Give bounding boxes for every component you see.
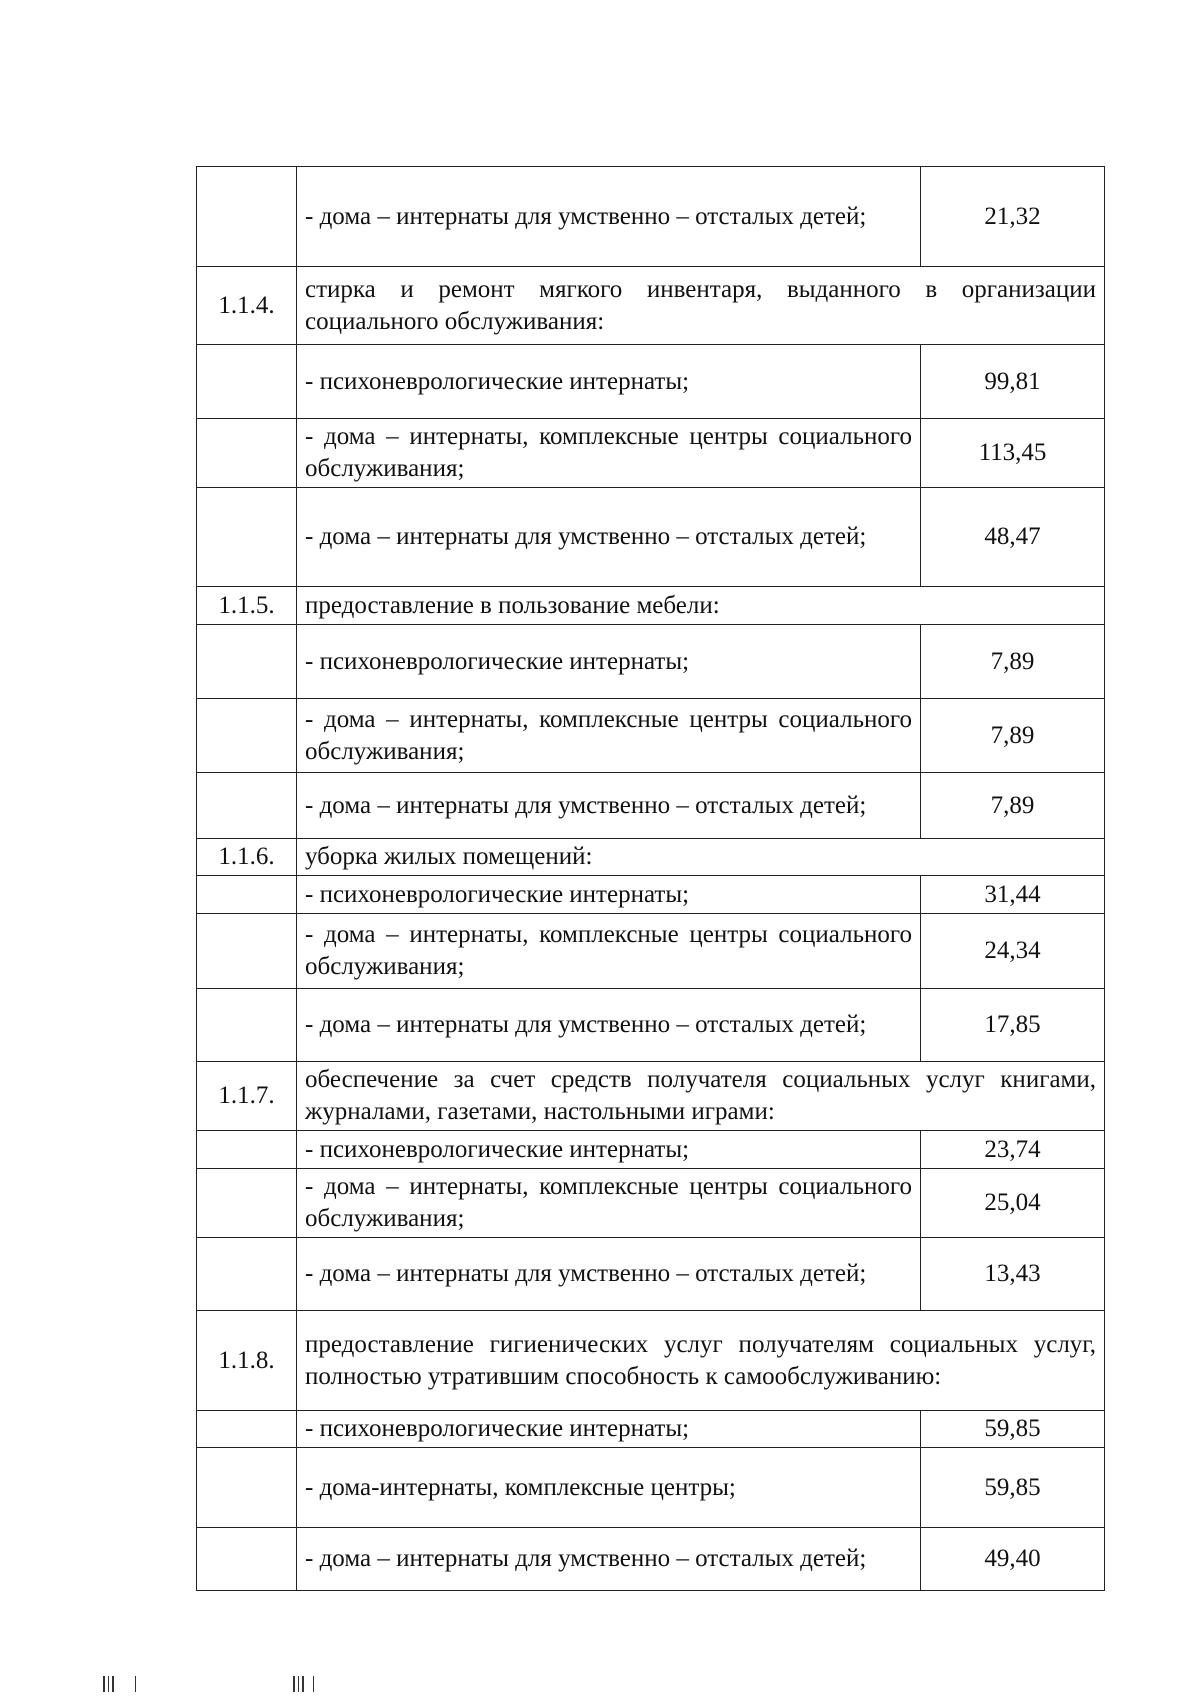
- section-row: [197, 839, 1105, 876]
- row-number-cell: [197, 876, 297, 914]
- tariff-value-cell: 13,43: [921, 1238, 1105, 1311]
- section-heading: обеспечение за счет средств получателя социальных услуг книгами, журналами, газетами, настольными играми:: [297, 1062, 1105, 1131]
- scan-artifact-marks-2: [293, 1676, 317, 1692]
- table-row: [197, 419, 1105, 488]
- row-number-cell: [197, 488, 297, 587]
- section-row: [197, 267, 1105, 345]
- row-number-cell: [197, 1411, 297, 1448]
- tariff-value-cell: 48,47: [921, 488, 1105, 587]
- section-heading: стирка и ремонт мягкого инвентаря, выданного в организации социального обслуживания:: [297, 267, 1105, 345]
- facility-type-cell: - дома-интернаты, комплексные центры;: [297, 1448, 921, 1528]
- table-row: [197, 914, 1105, 989]
- tariff-value-cell: 7,89: [921, 773, 1105, 839]
- section-number: 1.1.5.: [197, 587, 297, 625]
- tariff-table-body: [197, 167, 1105, 1591]
- row-number-cell: [197, 625, 297, 699]
- table-row: [197, 699, 1105, 773]
- tariff-value-cell: 17,85: [921, 989, 1105, 1062]
- row-number-cell: [197, 419, 297, 488]
- tariff-value-cell: 24,34: [921, 914, 1105, 989]
- facility-type-cell: - психоневрологические интернаты;: [297, 1411, 921, 1448]
- tariff-value-cell: 21,32: [921, 167, 1105, 267]
- row-number-cell: [197, 773, 297, 839]
- table-row: [197, 1411, 1105, 1448]
- facility-type-cell: - дома – интернаты для умственно – отсталых детей;: [297, 488, 921, 587]
- table-row: [197, 345, 1105, 419]
- tariff-value-cell: 23,74: [921, 1131, 1105, 1169]
- section-row: [197, 587, 1105, 625]
- row-number-cell: [197, 345, 297, 419]
- row-number-cell: [197, 1238, 297, 1311]
- facility-type-cell: - психоневрологические интернаты;: [297, 345, 921, 419]
- row-number-cell: [197, 1169, 297, 1238]
- tariff-value-cell: 59,85: [921, 1448, 1105, 1528]
- row-number-cell: [197, 1131, 297, 1169]
- facility-type-cell: - дома – интернаты, комплексные центры социального обслуживания;: [297, 1169, 921, 1238]
- section-number: 1.1.8.: [197, 1311, 297, 1411]
- tariff-table-container: [196, 166, 1104, 1591]
- section-row: [197, 1062, 1105, 1131]
- section-number: 1.1.4.: [197, 267, 297, 345]
- row-number-cell: [197, 1528, 297, 1591]
- table-row: [197, 488, 1105, 587]
- tariff-value-cell: 25,04: [921, 1169, 1105, 1238]
- facility-type-cell: - дома – интернаты, комплексные центры социального обслуживания;: [297, 914, 921, 989]
- facility-type-cell: - психоневрологические интернаты;: [297, 876, 921, 914]
- scan-artifact-marks: [103, 1676, 139, 1692]
- table-row: [197, 625, 1105, 699]
- facility-type-cell: - дома – интернаты, комплексные центры социального обслуживания;: [297, 419, 921, 488]
- table-row: [197, 1448, 1105, 1528]
- facility-type-cell: - дома – интернаты для умственно – отсталых детей;: [297, 1238, 921, 1311]
- tariff-value-cell: 99,81: [921, 345, 1105, 419]
- section-number: 1.1.7.: [197, 1062, 297, 1131]
- table-row: [197, 876, 1105, 914]
- facility-type-cell: - дома – интернаты для умственно – отсталых детей;: [297, 773, 921, 839]
- tariff-value-cell: 113,45: [921, 419, 1105, 488]
- tariff-value-cell: 49,40: [921, 1528, 1105, 1591]
- tariff-value-cell: 31,44: [921, 876, 1105, 914]
- tariff-value-cell: 7,89: [921, 625, 1105, 699]
- row-number-cell: [197, 989, 297, 1062]
- table-row: [197, 167, 1105, 267]
- table-row: [197, 1238, 1105, 1311]
- table-row: [197, 989, 1105, 1062]
- row-number-cell: [197, 914, 297, 989]
- row-number-cell: [197, 1448, 297, 1528]
- facility-type-cell: - дома – интернаты для умственно – отсталых детей;: [297, 989, 921, 1062]
- tariff-table: [196, 166, 1105, 1591]
- section-number: 1.1.6.: [197, 839, 297, 876]
- section-heading: уборка жилых помещений:: [297, 839, 1105, 876]
- row-number-cell: [197, 167, 297, 267]
- section-row: [197, 1311, 1105, 1411]
- section-heading: предоставление в пользование мебели:: [297, 587, 1105, 625]
- table-row: [197, 1169, 1105, 1238]
- table-row: [197, 1131, 1105, 1169]
- facility-type-cell: - дома – интернаты, комплексные центры социального обслуживания;: [297, 699, 921, 773]
- facility-type-cell: - дома – интернаты для умственно – отсталых детей;: [297, 1528, 921, 1591]
- table-row: [197, 1528, 1105, 1591]
- section-heading: предоставление гигиенических услуг получателям социальных услуг, полностью утратившим способность к самообслуживанию:: [297, 1311, 1105, 1411]
- table-row: [197, 773, 1105, 839]
- tariff-value-cell: 59,85: [921, 1411, 1105, 1448]
- facility-type-cell: - дома – интернаты для умственно – отсталых детей;: [297, 167, 921, 267]
- facility-type-cell: - психоневрологические интернаты;: [297, 625, 921, 699]
- tariff-value-cell: 7,89: [921, 699, 1105, 773]
- row-number-cell: [197, 699, 297, 773]
- facility-type-cell: - психоневрологические интернаты;: [297, 1131, 921, 1169]
